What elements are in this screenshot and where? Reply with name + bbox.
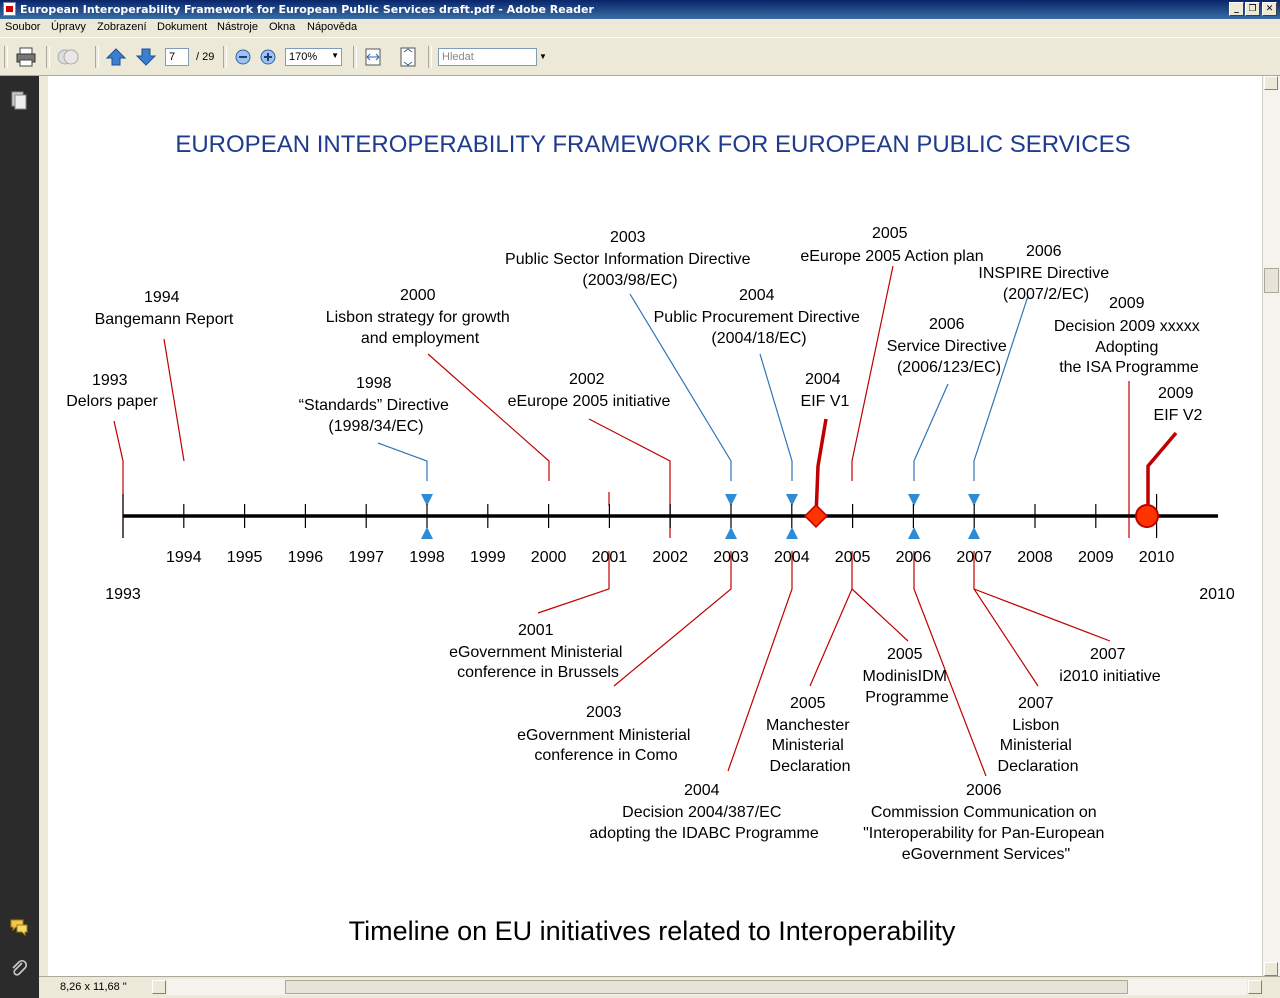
event-2009-eif-v2: 2009 EIF V2 — [1153, 385, 1203, 424]
tick-label-1995: 1995 — [226, 549, 263, 566]
tick-label-2004: 2004 — [774, 549, 810, 566]
horizontal-scrollbar[interactable] — [167, 979, 1247, 995]
marker-2003-up — [725, 527, 737, 539]
axis-end-label: 2010 — [1199, 586, 1235, 603]
comments-icon[interactable] — [9, 917, 29, 937]
scroll-left-arrow-icon[interactable] — [152, 980, 166, 994]
connector-2006-communication — [914, 551, 986, 776]
toolbar-separator — [46, 46, 50, 68]
previous-page-icon[interactable] — [104, 46, 128, 68]
tick-label-2009: 2009 — [1078, 549, 1114, 566]
connector-2005-action-plan — [852, 266, 893, 481]
toolbar-separator — [353, 46, 357, 68]
marker-2006-up — [908, 527, 920, 539]
search-placeholder: Hledat — [442, 51, 474, 63]
connector-2007-lisbon — [974, 551, 1038, 686]
eif-v2-pin — [1148, 433, 1176, 516]
connector-1998-standards — [378, 443, 427, 481]
print-icon[interactable] — [14, 46, 38, 68]
search-options-chevron-icon[interactable]: ▼ — [539, 52, 547, 61]
eif-v1-milestone-diamond — [805, 505, 827, 527]
event-2007-lisbon-declaration: 2007 Lisbon Ministerial Declaration — [997, 695, 1079, 775]
event-2005-modinis-programme: 2005 ModinisIDM Programme — [862, 646, 949, 706]
marker-1998-up — [421, 527, 433, 539]
event-2005-action-plan: 2005 eEurope 2005 Action plan — [800, 225, 984, 265]
search-input[interactable] — [438, 48, 537, 66]
menu-napoveda[interactable]: Nápověda — [307, 21, 358, 33]
connector-2002-eeurope — [589, 419, 670, 538]
chevron-down-icon: ▼ — [331, 51, 339, 60]
toolbar-separator — [223, 46, 227, 68]
connector-2006-service — [914, 384, 948, 481]
tick-label-1996: 1996 — [287, 549, 324, 566]
event-2006-inspire-directive: 2006 INSPIRE Directive (2007/2/EC) — [978, 243, 1110, 303]
tick-label-2001: 2001 — [591, 549, 628, 566]
event-1994-bangemann: 1994 Bangemann Report — [94, 289, 234, 328]
event-2001-brussels-conference: 2001 eGovernment Ministerial conference in Brussels — [449, 622, 623, 681]
event-1993-delors: 1993 Delors paper — [66, 372, 158, 410]
page-number-input[interactable]: 7 — [165, 48, 189, 66]
connector-2005-manchester — [810, 551, 852, 686]
marker-2007-up — [968, 527, 980, 539]
connector-2005-modinis — [852, 589, 908, 641]
event-2004-procurement-directive: 2004 Public Procurement Directive (2004/18/EC) — [653, 287, 860, 347]
connector-2006-inspire — [974, 296, 1028, 481]
menu-okna[interactable]: Okna — [269, 21, 296, 33]
eif-v1-pin — [816, 419, 826, 516]
menu-dokument[interactable]: Dokument — [157, 21, 208, 33]
menu-zobrazeni[interactable]: Zobrazení — [97, 21, 147, 33]
connector-2007-i2010 — [974, 589, 1110, 641]
fit-page-icon[interactable] — [396, 46, 420, 68]
pages-icon[interactable] — [9, 90, 29, 110]
vertical-scrollbar[interactable] — [1262, 76, 1280, 976]
toolbar-grip — [4, 46, 8, 68]
event-2009-isa-decision: 2009 Decision 2009 xxxxx Adopting the ISA Programme — [1053, 295, 1200, 376]
window-title: European Interoperability Framework for European Public Services draft.pdf - Adobe Reader — [20, 3, 594, 16]
tick-label-1994: 1994 — [166, 549, 202, 566]
menu-upravy[interactable]: Úpravy — [51, 21, 86, 33]
restore-button[interactable]: ❐ — [1245, 2, 1260, 16]
event-1998-standards-directive: 1998 “Standards” Directive (1998/34/EC) — [298, 375, 449, 435]
tick-label-2000: 2000 — [530, 549, 567, 566]
scroll-down-arrow-icon[interactable] — [1264, 962, 1278, 976]
scroll-up-arrow-icon[interactable] — [1264, 76, 1278, 90]
connector-2000-lisbon — [428, 354, 549, 481]
fit-width-icon[interactable] — [361, 46, 385, 68]
status-bar — [39, 976, 1280, 998]
marker-2004-up — [786, 527, 798, 539]
toolbar — [0, 37, 1280, 76]
minimize-button[interactable]: _ — [1229, 2, 1244, 16]
menu-nastroje[interactable]: Nástroje — [217, 21, 258, 33]
tick-label-2006: 2006 — [895, 549, 932, 566]
collaborate-icon[interactable] — [56, 46, 80, 68]
event-2007-i2010-initiative: 2007 i2010 initiative — [1059, 646, 1161, 685]
event-2004-eif-v1: 2004 EIF V1 — [800, 371, 850, 410]
document-title: EUROPEAN INTEROPERABILITY FRAMEWORK FOR EUROPEAN PUBLIC SERVICES — [175, 131, 1131, 158]
pdf-app-icon — [3, 2, 16, 16]
event-2006-service-directive: 2006 Service Directive (2006/123/EC) — [886, 316, 1007, 376]
zoom-out-icon[interactable] — [232, 46, 256, 68]
toolbar-separator — [428, 46, 432, 68]
title-bar — [0, 0, 1280, 19]
navigation-panel — [0, 76, 39, 998]
tick-label-1998: 1998 — [409, 549, 445, 566]
page-size-label: 8,26 x 11,68 " — [60, 981, 127, 993]
event-2000-lisbon-strategy: 2000 Lisbon strategy for growth and employment — [325, 287, 510, 347]
tick-label-2007: 2007 — [956, 549, 992, 566]
tick-labels — [166, 549, 1174, 566]
tick-label-2010: 2010 — [1138, 549, 1175, 566]
tick-label-2002: 2002 — [652, 549, 688, 566]
menu-soubor[interactable]: Soubor — [5, 21, 41, 33]
toolbar-separator — [95, 46, 99, 68]
tick-label-1999: 1999 — [470, 549, 506, 566]
event-2003-psi-directive: 2003 Public Sector Information Directive (2003/98/EC) — [505, 229, 751, 289]
attachments-icon[interactable] — [9, 959, 29, 979]
event-2002-eeurope-initiative: 2002 eEurope 2005 initiative — [507, 371, 671, 410]
zoom-select[interactable] — [285, 48, 342, 66]
tick-label-2005: 2005 — [834, 549, 871, 566]
timeline-figure — [48, 76, 1262, 976]
next-page-icon[interactable] — [134, 46, 158, 68]
connector-2004-procurement — [760, 354, 792, 481]
close-button[interactable]: ✕ — [1262, 2, 1277, 16]
vertical-scroll-thumb[interactable] — [1264, 268, 1279, 293]
connector-1993-delors — [114, 421, 123, 538]
tick-label-1997: 1997 — [348, 549, 384, 566]
zoom-in-icon[interactable] — [256, 46, 280, 68]
connector-2003-como — [614, 551, 731, 686]
horizontal-scroll-thumb[interactable] — [285, 980, 1128, 994]
figure-caption: Timeline on EU initiatives related to Interoperability — [348, 916, 956, 946]
event-2003-como-conference: 2003 eGovernment Ministerial conference in Como — [517, 704, 691, 764]
zoom-value: 170% — [289, 51, 318, 63]
eif-v2-milestone-circle — [1136, 505, 1158, 527]
document-page — [48, 76, 1262, 976]
page-total-label: / 29 — [196, 51, 215, 63]
scroll-right-arrow-icon[interactable] — [1248, 980, 1262, 994]
menu-bar — [0, 19, 1280, 37]
tick-label-2003: 2003 — [713, 549, 749, 566]
connector-1994-bangemann — [164, 339, 184, 461]
event-2004-idabc-decision: 2004 Decision 2004/387/EC adopting the IDABC Programme — [589, 782, 819, 842]
event-2005-manchester-declaration: 2005 Manchester Ministerial Declaration — [765, 695, 851, 775]
event-2006-commission-communication: 2006 Commission Communication on "Interoperability for Pan-European eGovernment Services" — [863, 782, 1105, 863]
tick-label-2008: 2008 — [1017, 549, 1053, 566]
axis-start-label: 1993 — [105, 586, 141, 603]
